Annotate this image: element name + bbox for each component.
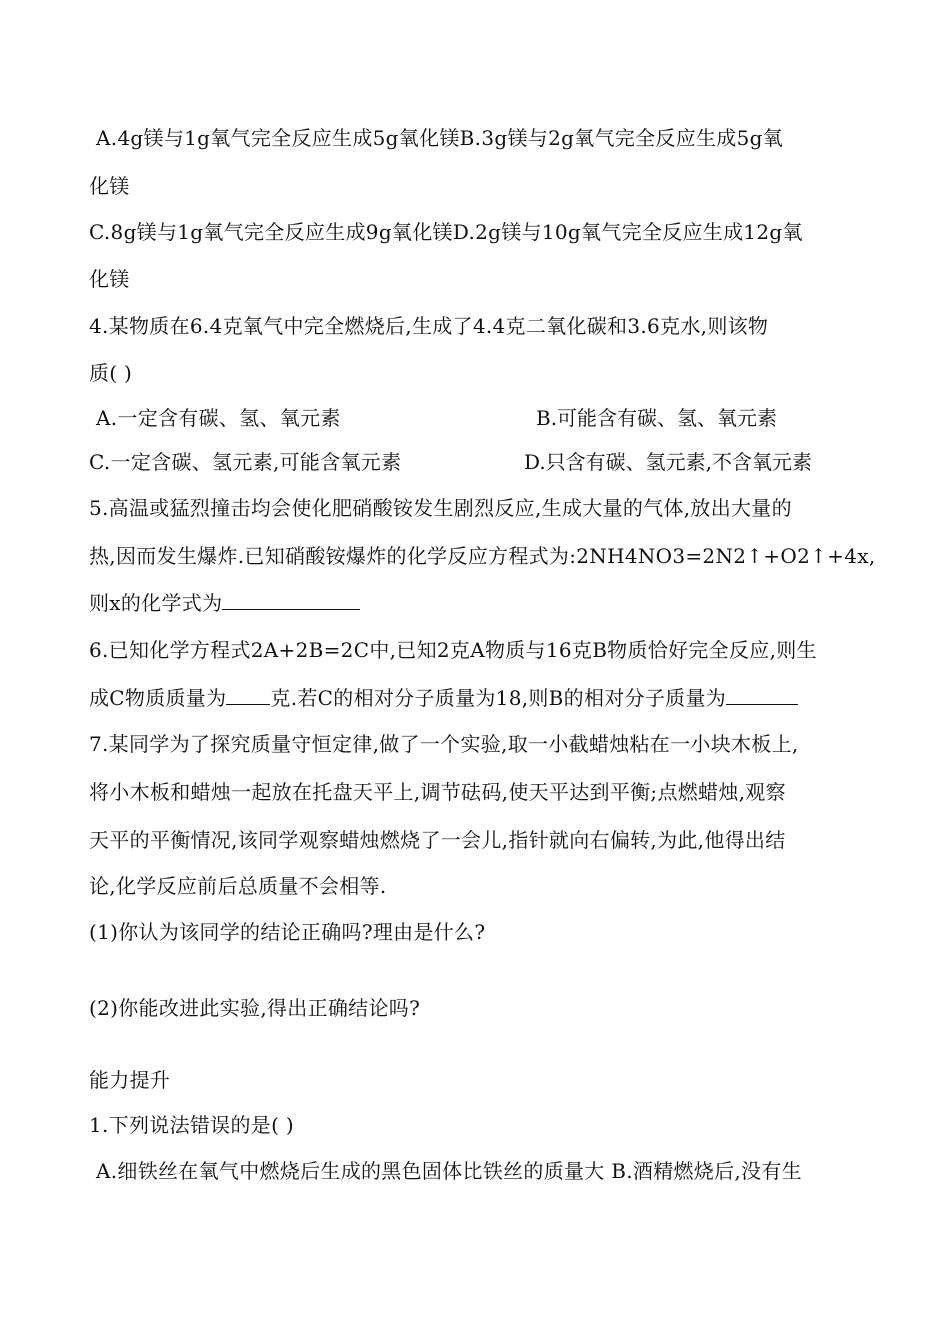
q5-line-3-text: 则x的化学式为 (89, 591, 223, 615)
q3-options-line-1: A.4g镁与1g氧气完全反应生成5g氧化镁B.3g镁与2g氧气完全反应生成5g氧 (96, 126, 784, 150)
q7-line-1: 7.某同学为了探究质量守恒定律,做了一个实验,取一小截蜡烛粘在一小块木板上, (89, 732, 799, 756)
q5-line-2: 热,因而发生爆炸.已知硝酸铵爆炸的化学反应方程式为:2NH4NO3=2N2↑+O2↑+4x, (89, 544, 876, 568)
q4-option-d: D.只含有碳、氢元素,不含氧元素 (524, 450, 813, 474)
q4-stem-line-2: 质( ) (89, 361, 133, 385)
q6-line-1: 6.已知化学方程式2A+2B=2C中,已知2克A物质与16克B物质恰好完全反应,则生 (89, 638, 817, 662)
q3-options-line-3: C.8g镁与1g氧气完全反应生成9g氧化镁D.2g镁与10g氧气完全反应生成12g氧 (89, 220, 803, 244)
q7-line-2: 将小木板和蜡烛一起放在托盘天平上,调节砝码,使天平达到平衡;点燃蜡烛,观察 (89, 780, 786, 804)
q5-answer-blank[interactable] (222, 591, 360, 610)
q6-answer-blank-2[interactable] (726, 686, 798, 705)
q5-line-1: 5.高温或猛烈撞击均会使化肥硝酸铵发生剧烈反应,生成大量的气体,放出大量的 (89, 496, 792, 520)
s-q1-stem: 1.下列说法错误的是( ) (89, 1113, 294, 1137)
q6-line-2a-text: 成C物质质量为 (89, 686, 227, 710)
q7-sub-question-1: (1)你认为该同学的结论正确吗?理由是什么? (89, 920, 486, 944)
q3-options-line-2: 化镁 (89, 174, 130, 198)
q4-stem-line-1: 4.某物质在6.4克氧气中完全燃烧后,生成了4.4克二氧化碳和3.6克水,则该物 (89, 314, 769, 338)
q7-sub-question-2: (2)你能改进此实验,得出正确结论吗? (89, 996, 421, 1020)
q7-line-4: 论,化学反应前后总质量不会相等. (89, 874, 387, 898)
q4-option-c: C.一定含碳、氢元素,可能含氧元素 (89, 450, 402, 474)
q7-line-3: 天平的平衡情况,该同学观察蜡烛燃烧了一会儿,指针就向右偏转,为此,他得出结 (89, 828, 786, 852)
section-title: 能力提升 (89, 1068, 171, 1092)
q4-option-a: A.一定含有碳、氢、氧元素 (96, 406, 341, 430)
q6-line-2b-text: 克.若C的相对分子质量为18,则B的相对分子质量为 (270, 686, 727, 710)
q6-line-2 (89, 684, 798, 712)
q3-options-line-4: 化镁 (89, 267, 130, 291)
q6-answer-blank-1[interactable] (226, 686, 270, 705)
s-q1-options-ab: A.细铁丝在氧气中燃烧后生成的黑色固体比铁丝的质量大 B.酒精燃烧后,没有生 (96, 1159, 802, 1183)
q5-line-3 (89, 589, 360, 617)
q4-option-b: B.可能含有碳、氢、氧元素 (536, 406, 778, 430)
